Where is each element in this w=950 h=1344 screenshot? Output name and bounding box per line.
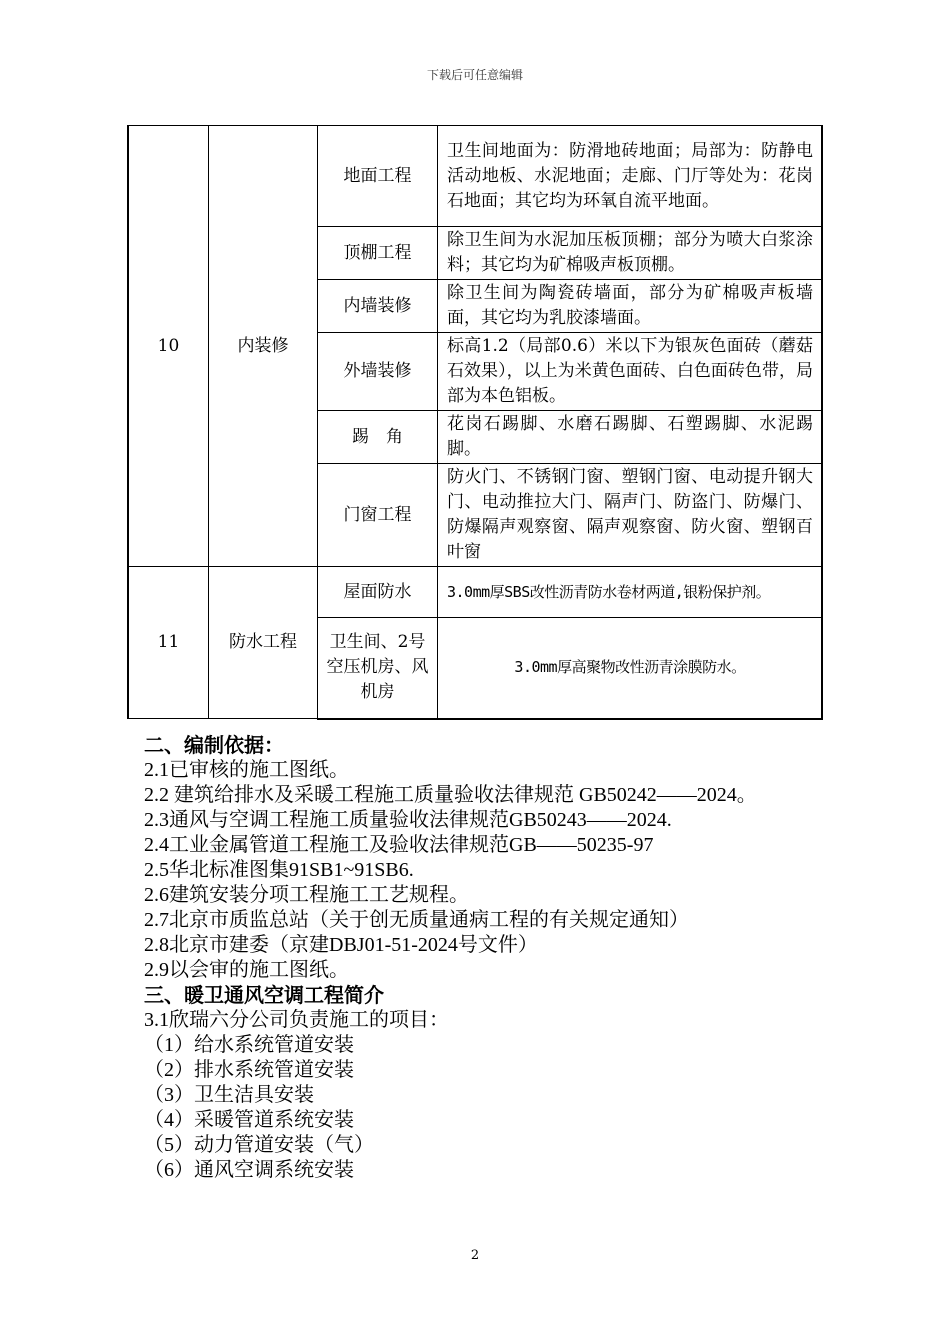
item-name: 屋面防水 <box>318 567 438 618</box>
item-desc: 除卫生间为陶瓷砖墙面，部分为矿棉吸声板墙面，其它均为乳胶漆墙面。 <box>438 280 823 333</box>
intro-line: （1）给水系统管道安装 <box>144 1034 354 1056</box>
item-name: 卫生间、2号空压机房、风机房 <box>318 618 438 719</box>
item-name: 地面工程 <box>318 126 438 227</box>
basis-line: 2.9以会审的施工图纸。 <box>144 959 349 981</box>
item-desc: 标高1.2（局部0.6）米以下为银灰色面砖（蘑菇石效果），以上为米黄色面砖、白色面砖色带，局部为本色铝板。 <box>438 333 823 411</box>
item-name: 内墙装修 <box>318 280 438 333</box>
item-desc: 除卫生间为水泥加压板顶棚；部分为喷大白浆涂料；其它均为矿棉吸声板顶棚。 <box>438 227 823 280</box>
intro-line: （2）排水系统管道安装 <box>144 1059 354 1081</box>
row-category: 防水工程 <box>209 567 318 719</box>
intro-line: （6）通风空调系统安装 <box>144 1159 354 1181</box>
item-name: 门窗工程 <box>318 464 438 567</box>
page-number: 2 <box>470 1248 480 1263</box>
section-heading: 二、编制依据： <box>144 733 284 757</box>
body-text <box>144 733 824 1183</box>
header-note: 下载后可任意编辑 <box>426 68 523 82</box>
basis-line: 2.1已审核的施工图纸。 <box>144 759 349 781</box>
basis-line: 2.4工业金属管道工程施工及验收法律规范GB——50235-97 <box>144 834 654 856</box>
item-name: 外墙装修 <box>318 333 438 411</box>
spec-table <box>127 125 823 720</box>
item-name: 踢 角 <box>318 411 438 464</box>
basis-line: 2.2 建筑给排水及采暖工程施工质量验收法律规范 GB50242——2024。 <box>144 784 757 806</box>
basis-line: 2.6建筑安装分项工程施工工艺规程。 <box>144 884 469 906</box>
basis-line: 2.5华北标准图集91SB1~91SB6. <box>144 859 414 881</box>
basis-line: 2.7北京市质监总站（关于创无质量通病工程的有关规定通知） <box>144 909 689 931</box>
section-heading: 三、暖卫通风空调工程简介 <box>144 983 384 1007</box>
row-category: 内装修 <box>209 126 318 567</box>
item-desc: 花岗石踢脚、水磨石踢脚、石塑踢脚、水泥踢脚。 <box>438 411 823 464</box>
row-number: 11 <box>128 567 209 719</box>
item-desc: 卫生间地面为：防滑地砖地面；局部为：防静电活动地板、水泥地面；走廊、门厅等处为：花岗石地面；其它均为环氧自流平地面。 <box>438 126 823 227</box>
row-number: 10 <box>128 126 209 567</box>
item-desc: 防火门、不锈钢门窗、塑钢门窗、电动提升钢大门、电动推拉大门、隔声门、防盗门、防爆门、防爆隔声观察窗、隔声观察窗、防火窗、塑钢百叶窗 <box>438 464 823 567</box>
basis-line: 2.8北京市建委（京建DBJ01-51-2024号文件） <box>144 934 538 956</box>
intro-line: 3.1欣瑞六分公司负责施工的项目： <box>144 1009 449 1031</box>
intro-line: （3）卫生洁具安装 <box>144 1084 314 1106</box>
basis-line: 2.3通风与空调工程施工质量验收法律规范GB50243——2024. <box>144 809 672 831</box>
intro-line: （5）动力管道安装（气） <box>144 1134 374 1156</box>
intro-line: （4）采暖管道系统安装 <box>144 1109 354 1131</box>
item-name: 顶棚工程 <box>318 227 438 280</box>
item-desc: 3.0mm厚高聚物改性沥青涂膜防水。 <box>438 618 823 719</box>
item-desc: 3.0mm厚SBS改性沥青防水卷材两道,银粉保护剂。 <box>438 567 823 618</box>
